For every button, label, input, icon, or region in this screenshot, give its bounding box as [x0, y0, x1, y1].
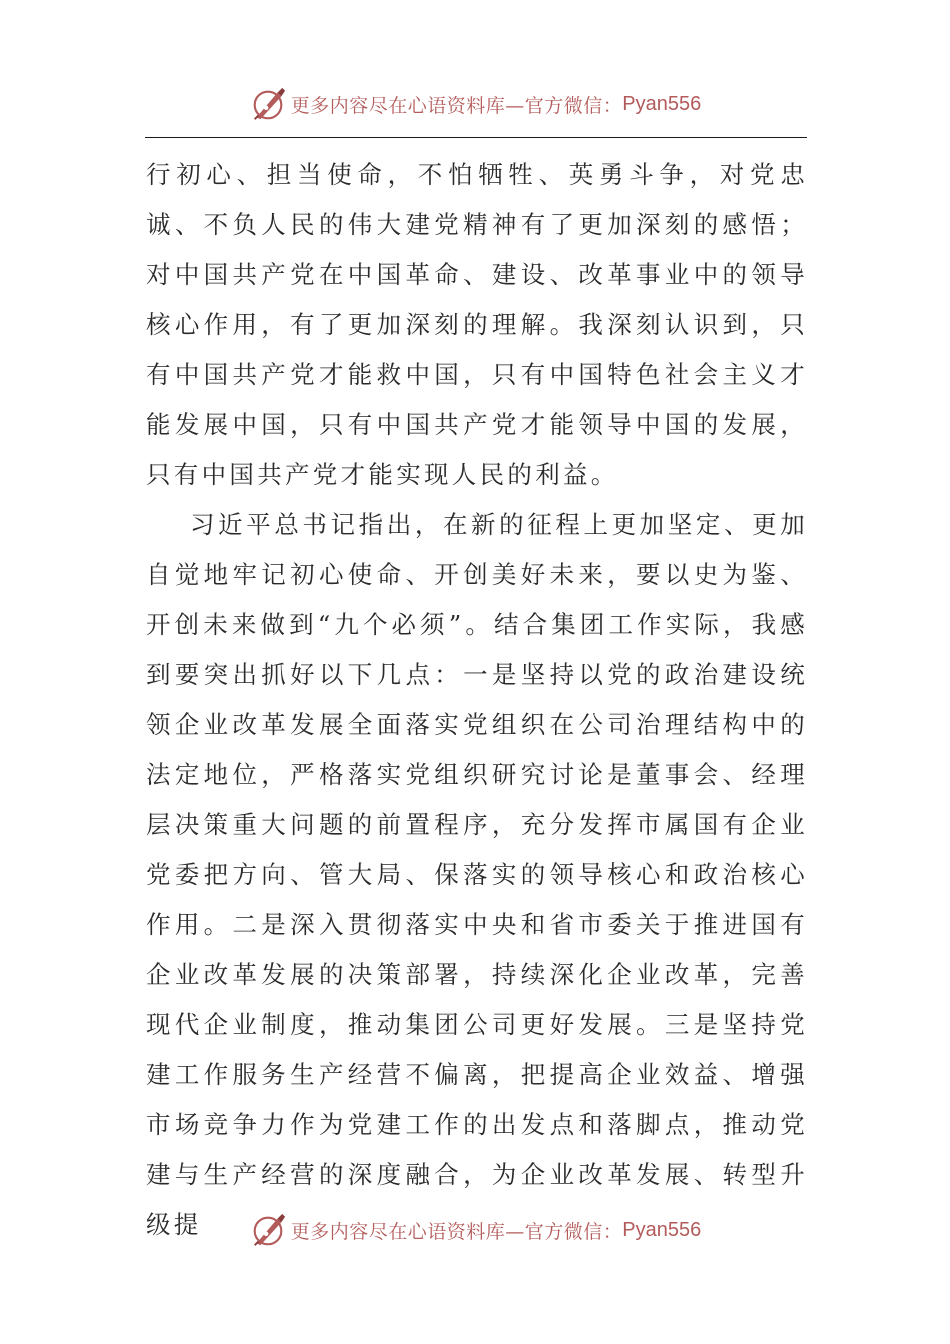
footer-wechat-handle: Pyan556: [622, 1218, 702, 1241]
header-slogan: 更多内容尽在心语资料库—官方微信：: [290, 94, 623, 117]
footer-slogan: 更多内容尽在心语资料库—官方微信：: [290, 1220, 623, 1243]
pen-nib-logo-icon: [249, 1211, 287, 1249]
paragraph-main: 习近平总书记指出，在新的征程上更加坚定、更加自觉地牢记初心使命、开创美好未来，要以史为鉴、开创未来做到“九个必须”。结合集团工作实际，我感到要突出抓好以下几点：一是坚持以党的政治建设统领企业改革发展全面落实党组织在公司治理结构中的法定地位，严格落实党组织研究讨论是董事会、经理层决策重大问题的前置程序，充分发挥市属国有企业党委把方向、管大局、保落实的领导核心和政治核心作用。二是深入贯彻落实中央和省市委关于推进国有企业改革发展的决策部署，持续深化企业改革，完善现代企业制度，推动集团公司更好发展。三是坚持党建工作服务生产经营不偏离，把提高企业效益、增强市场竞争力作为党建工作的出发点和落脚点，推动党建与生产经营的深度融合，为企业改革发展、转型升级提: [146, 510, 808, 1239]
pen-nib-logo-icon: [249, 85, 287, 123]
document-body: [146, 150, 808, 1250]
header-wechat-handle: Pyan556: [622, 92, 702, 115]
paragraph-continuation: 行初心、担当使命，不怕牺牲、英勇斗争，对党忠诚、不负人民的伟大建党精神有了更加深刻的感悟；对中国共产党在中国革命、建设、改革事业中的领导核心作用，有了更加深刻的理解。我深刻认识到，只有中国共产党才能救中国，只有中国特色社会主义才能发展中国，只有中国共产党才能领导中国的发展，只有中国共产党才能实现人民的利益。: [146, 160, 808, 489]
header-divider: [145, 137, 807, 138]
footer-banner: [0, 1208, 950, 1252]
header-banner: [0, 82, 950, 126]
